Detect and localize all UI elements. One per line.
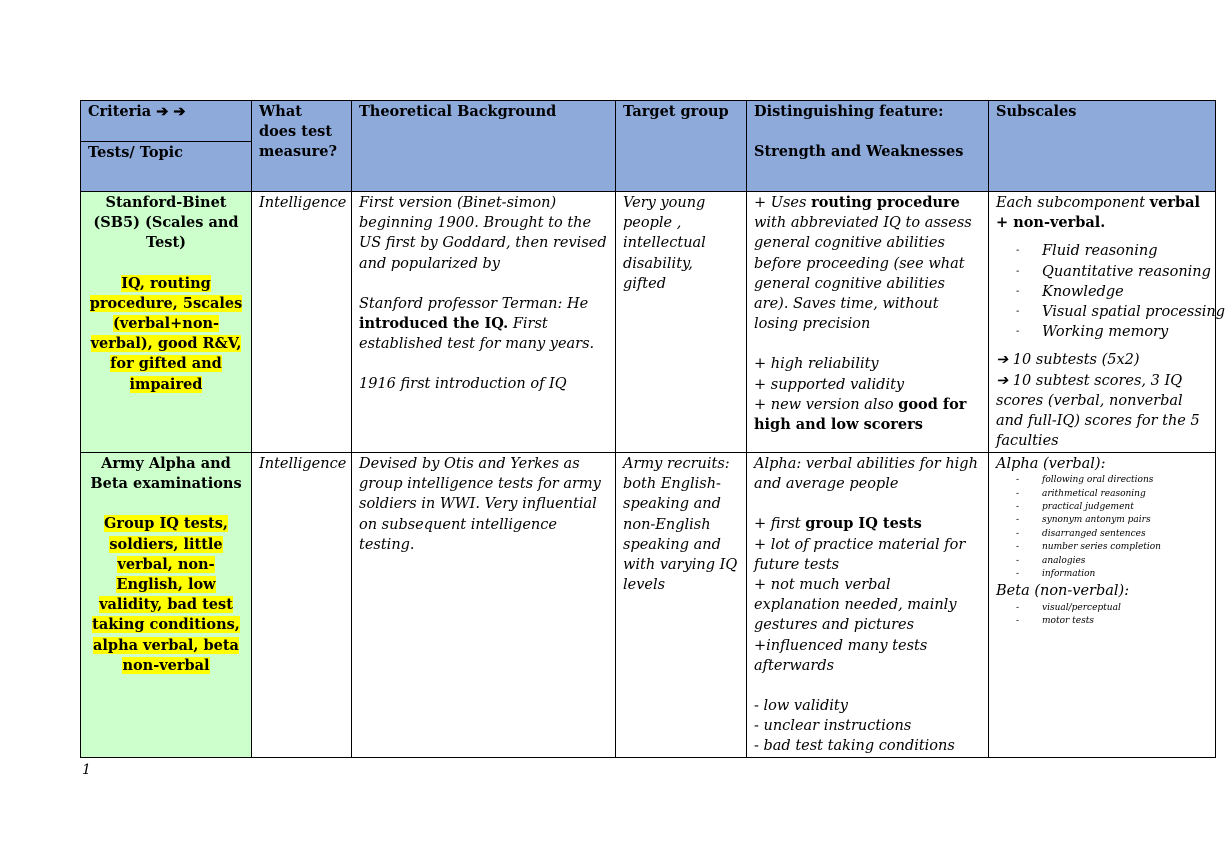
header-feature: Distinguishing feature: Strength and Weaknesses (747, 101, 989, 192)
test-summary: Group IQ tests, soldiers, little verbal, non-English, low validity, bad test taking conditions, alpha verbal, beta non-verbal (92, 515, 240, 674)
beta-list (996, 602, 1208, 629)
test-name: Stanford-Binet (SB5) (Scales and Test) (93, 194, 239, 252)
header-row (81, 101, 1216, 142)
measure-cell: Intelligence (252, 192, 352, 453)
list-item: - information (996, 568, 1208, 581)
test-summary: IQ, routing procedure, 5scales (verbal+non-verbal), good R&V, for gifted and impaired (89, 274, 243, 393)
list-item: - synonym antonym pairs (996, 514, 1208, 527)
subscales-cell: Each subcomponent verbal + non-verbal. - Fluid reasoning - Quantitative reasoning - Knowledge - Visual spatial processing - Working memory ➔ 10 subtests (5x2) ➔ 10 subtest scores, 3 IQ scores (verbal, nonverbal and full-IQ) scores for the 5 faculties (989, 192, 1216, 453)
test-name: Army Alpha and Beta examinations (90, 455, 242, 493)
list-item: - number series completion (996, 541, 1208, 554)
test-name-cell (81, 192, 252, 453)
theory-cell: Devised by Otis and Yerkes as group intelligence tests for army soldiers in WWI. Very influential on subsequent intelligence testing. (352, 453, 616, 758)
test-name-cell (81, 453, 252, 758)
list-item: - practical judgement (996, 501, 1208, 514)
list-item: - following oral directions (996, 474, 1208, 487)
list-item: - disarranged sentences (996, 528, 1208, 541)
list-item: - analogies (996, 555, 1208, 568)
feature-cell: Alpha: verbal abilities for high and average people + first group IQ tests + lot of practice material for future tests + not much verbal explanation needed, mainly gestures and pictures +influenced many tests afterwards - low validity - unclear instructions - bad test taking conditions (747, 453, 989, 758)
list-item: - Quantitative reasoning (996, 262, 1208, 282)
theory-cell: First version (Binet-simon) beginning 1900. Brought to the US first by Goddard, then revised and popularized by Stanford professor Terman: He introduced the IQ. First established test for many years. 1916 first introduction of IQ (352, 192, 616, 453)
list-item: - Visual spatial processing (996, 302, 1208, 322)
table-row (81, 453, 1216, 758)
feature-cell: + Uses routing procedure with abbreviated IQ to assess general cognitive abilities before proceeding (see what general cognitive abilities are). Saves time, without losing precision + high reliability + supported validity + new version also good for high and low scorers (747, 192, 989, 453)
list-item: - arithmetical reasoning (996, 488, 1208, 501)
header-measure: What does test measure? (252, 101, 352, 192)
measure-cell: Intelligence (252, 453, 352, 758)
subscale-list (996, 241, 1225, 342)
page-number: 1 (82, 762, 91, 778)
list-item: - motor tests (996, 615, 1208, 628)
target-cell: Very young people , intellectual disability, gifted (616, 192, 747, 453)
list-item: - Fluid reasoning (996, 241, 1208, 261)
list-item: - visual/perceptual (996, 602, 1208, 615)
target-cell: Army recruits: both English-speaking and non-English speaking and with varying IQ levels (616, 453, 747, 758)
table-row (81, 192, 1216, 453)
header-theory: Theoretical Background (352, 101, 616, 192)
alpha-label: Alpha (verbal): (996, 456, 1106, 472)
list-item: - Working memory (996, 322, 1208, 342)
header-topic: Tests/ Topic (81, 142, 252, 192)
header-criteria: Criteria ➔ ➔ (81, 101, 252, 142)
header-subscales: Subscales (989, 101, 1216, 192)
comparison-table (80, 100, 1225, 758)
beta-label: Beta (non-verbal): (996, 583, 1130, 600)
list-item: - Knowledge (996, 282, 1208, 302)
header-target: Target group (616, 101, 747, 192)
alpha-list (996, 474, 1208, 581)
subscales-cell (989, 453, 1216, 758)
